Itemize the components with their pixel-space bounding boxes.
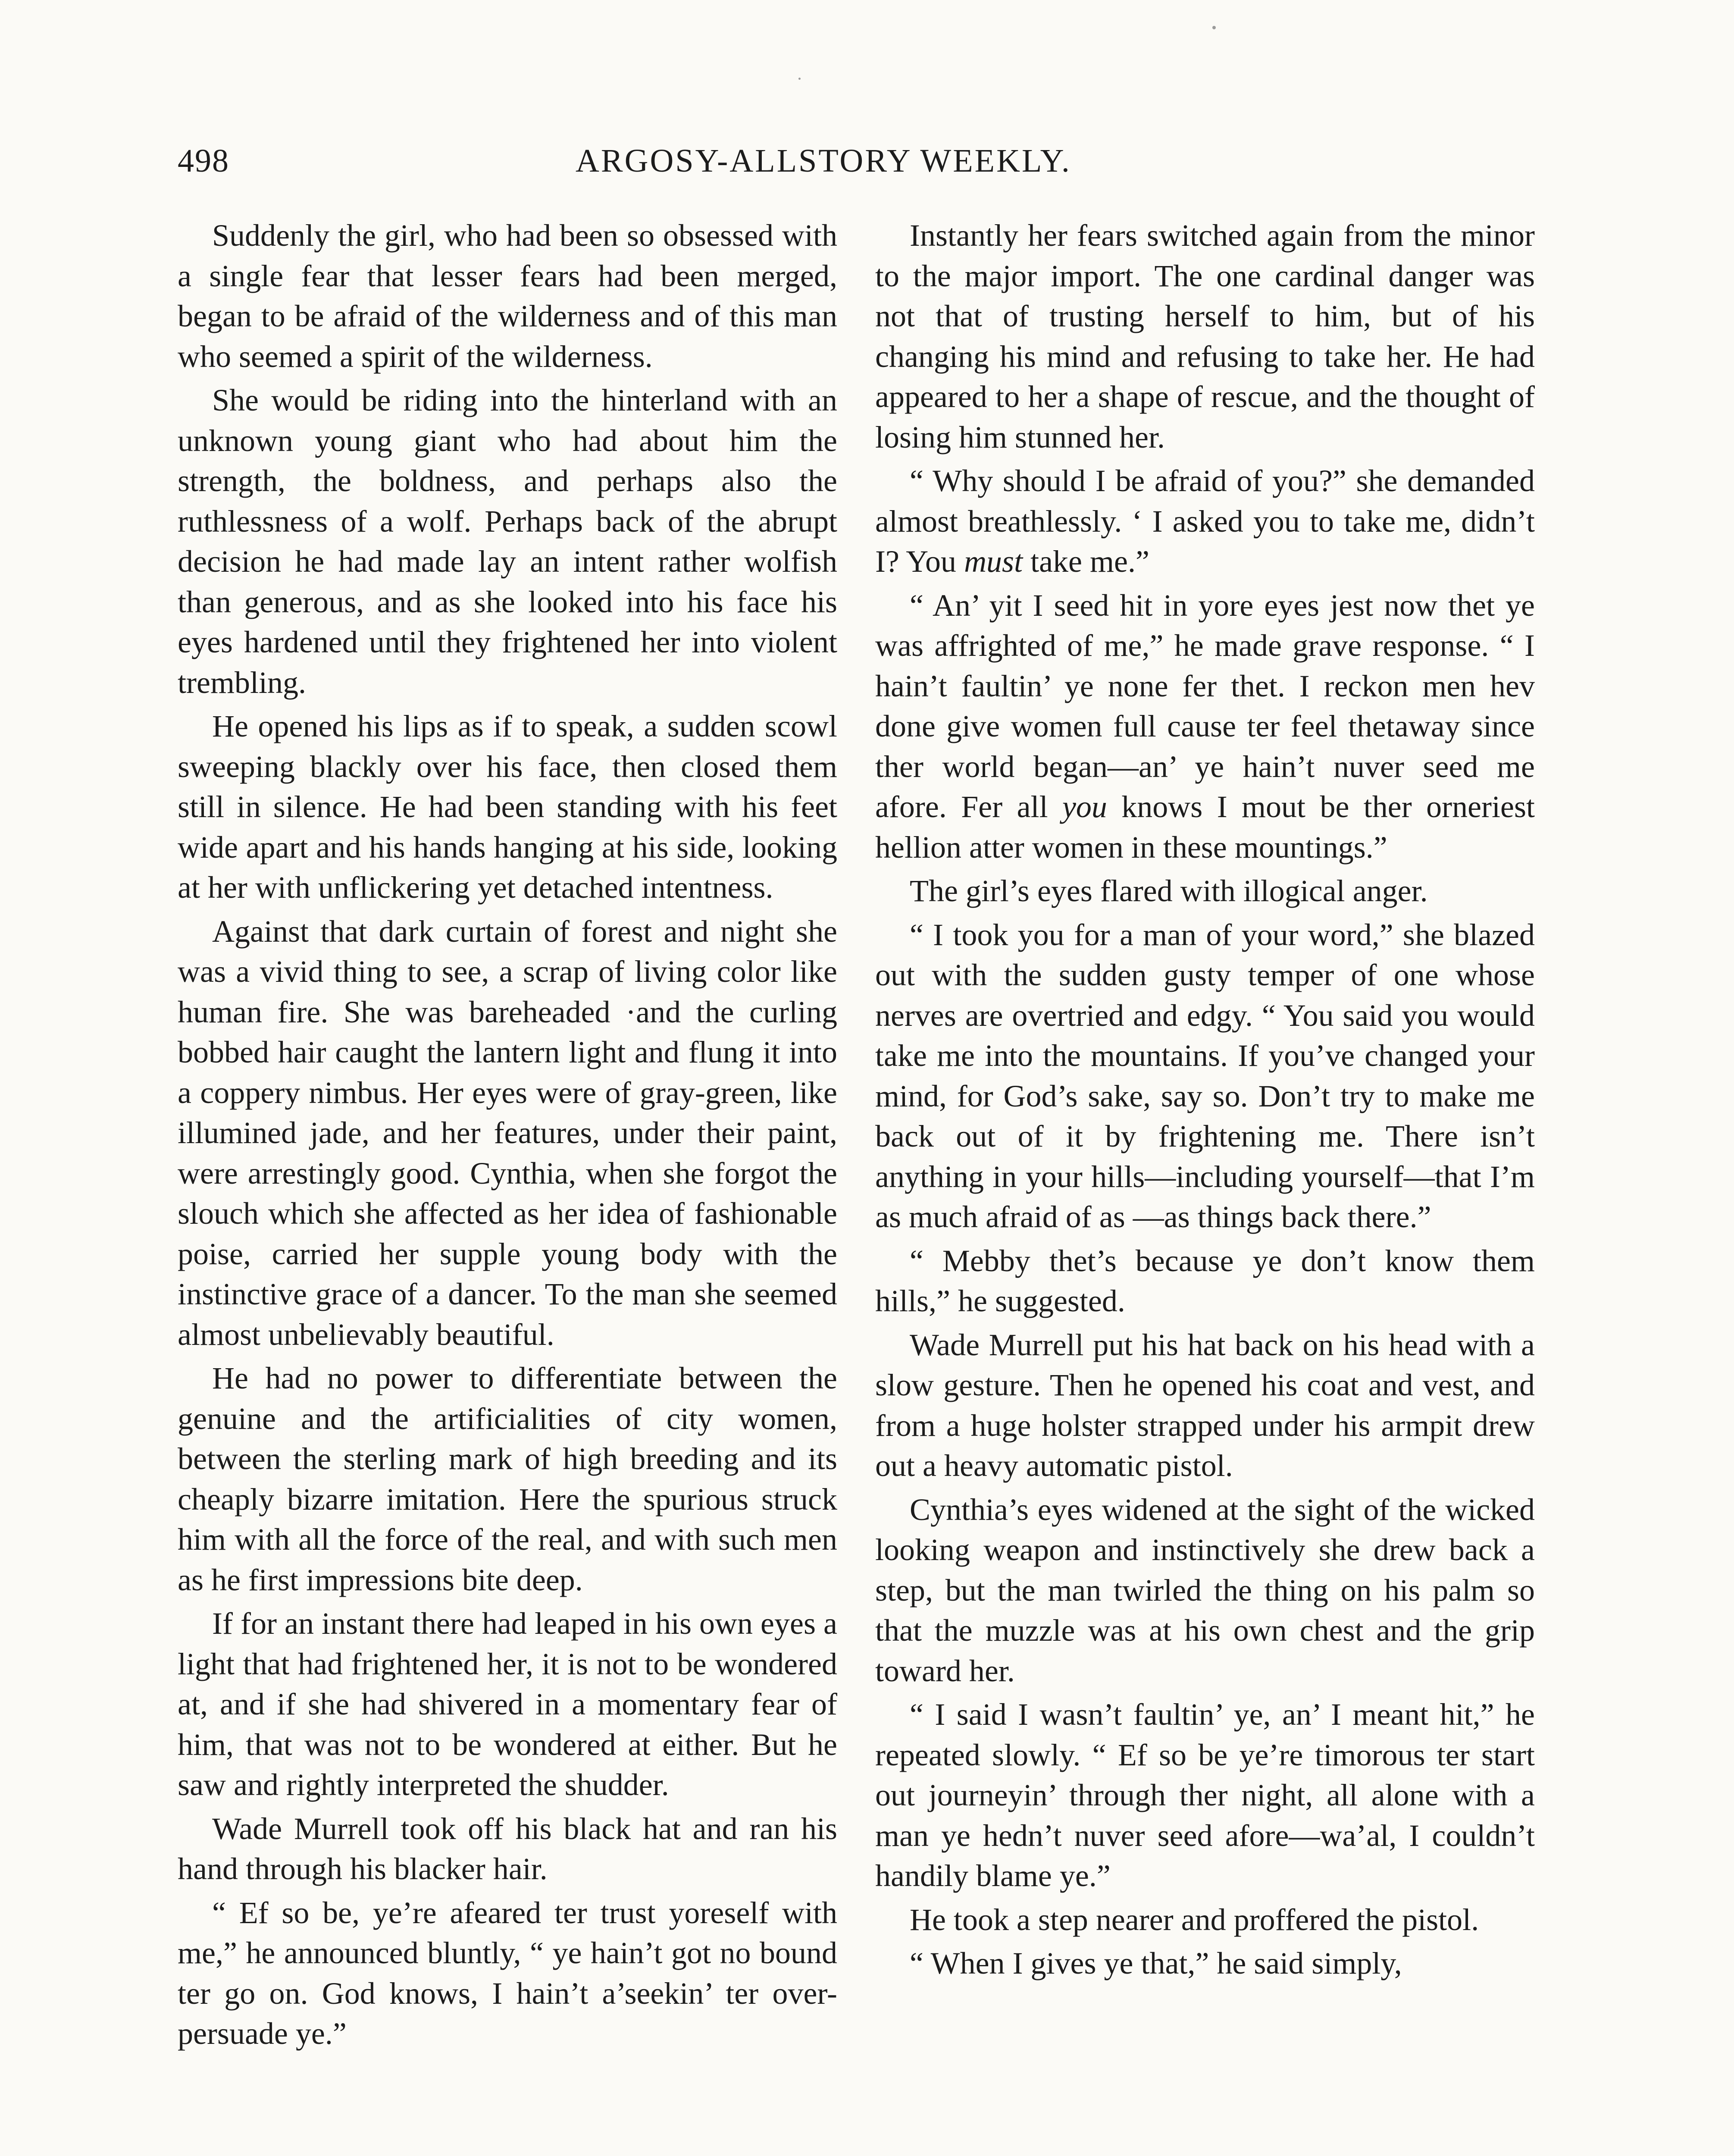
- paragraph: The girl’s eyes flared with illogical anger.: [910, 874, 1428, 908]
- paragraph: Wade Murrell took off his black hat and ran his hand through his blacker hair.: [178, 1811, 837, 1886]
- page-number: 498: [178, 143, 229, 179]
- paragraph: “ Mebby thet’s because ye don’t know them hills,” he suggested.: [875, 1243, 1535, 1318]
- italic-emphasis: you: [1062, 790, 1107, 824]
- paragraph: “ When I gives ye that,” he said simply,: [910, 1946, 1402, 1981]
- print-speck: [1212, 26, 1216, 29]
- running-header: [0, 142, 1734, 185]
- text-run: “ An’ yit I seed hit in yore eyes jest now thet ye was affrighted of me,” he made grave response. “ I hain’t faultin’ ye none fer thet. I reckon men hev done give women full cause ter feel thetaway since ther world began—an’ ye hain’t nuver seed me afore. Fer all: [875, 588, 1535, 824]
- paragraph: He took a step nearer and proffered the pistol.: [910, 1902, 1479, 1937]
- paragraph: Against that dark curtain of forest and night she was a vivid thing to see, a scrap of living color like human fire. She was bareheaded ·and the curling bobbed hair caught the lantern light and flung it into a coppery nimbus. Her eyes were of gray-green, like illumined jade, and her features, under their paint, were arrestingly good. Cynthia, when she forgot the slouch which she affected as her idea of fashionable poise, carried her supple young body with the instinctive grace of a dancer. To the man she seemed almost unbelievably beautiful.: [178, 914, 837, 1352]
- running-title: ARGOSY-ALLSTORY WEEKLY.: [576, 143, 1071, 179]
- paragraph: “ I said I wasn’t faultin’ ye, an’ I meant hit,” he repeated slowly. “ Ef so be ye’re timorous ter start out journeyin’ through ther night, all alone with a man ye hedn’t nuver seed afore—wa’al, I couldn’t handily blame ye.”: [875, 1697, 1535, 1893]
- paragraph: Wade Murrell put his hat back on his head with a slow gesture. Then he opened his coat and vest, and from a huge holster strapped under his armpit drew out a heavy automatic pistol.: [875, 1327, 1535, 1483]
- paragraph: He had no power to differentiate between the genuine and the artificialities of city women, between the sterling mark of high breeding and its cheaply bizarre imitation. Here the spurious struck him with all the force of the real, and with such men as he first impressions bite deep.: [178, 1361, 837, 1597]
- italic-emphasis: must: [964, 544, 1023, 579]
- paragraph: “ Ef so be, ye’re afeared ter trust yoreself with me,” he announced bluntly, “ ye hain’t got no bound ter go on. God knows, I hain’t a’seekin’ ter over-persuade ye.”: [178, 1895, 837, 2051]
- paragraph: [875, 586, 1535, 868]
- paragraph: “ I took you for a man of your word,” she blazed out with the sudden gusty temper of one whose nerves are overtried and edgy. “ You said you would take me into the mountains. If you’ve changed your mind, for God’s sake, say so. Don’t try to make me back out of it by frightening me. There isn’t anything in your hills—including yourself—that I’m as much afraid of as —as things back there.”: [875, 917, 1535, 1234]
- right-column: [875, 216, 1535, 1987]
- text-run: knows I mout be ther orneriest hellion atter women in these mountings.”: [875, 790, 1535, 865]
- print-speck: [798, 78, 801, 80]
- text-run: take me.”: [1023, 544, 1149, 579]
- paragraph: If for an instant there had leaped in his own eyes a light that had frightened her, it is not to be wondered at, and if she had shivered in a momentary fear of him, that was not to be wondered at either. But he saw and rightly interpreted the shudder.: [178, 1606, 837, 1802]
- paragraph: He opened his lips as if to speak, a sudden scowl sweeping blackly over his face, then closed them still in silence. He had been standing with his feet wide apart and his hands hanging at his side, looking at her with unflickering yet detached intentness.: [178, 709, 837, 905]
- paragraph: She would be riding into the hinterland with an unknown young giant who had about him the strength, the boldness, and perhaps also the ruthlessness of a wolf. Perhaps back of the abrupt decision he had made lay an intent rather wolfish than generous, and as she looked into his face his eyes hardened until they frightened her into violent trembling.: [178, 383, 837, 700]
- left-column: [178, 216, 837, 2058]
- paragraph: Cynthia’s eyes widened at the sight of the wicked looking weapon and instinctively she drew back a step, but the man twirled the thing on his palm so that the muzzle was at his own chest and the grip toward her.: [875, 1492, 1535, 1688]
- paragraph: Instantly her fears switched again from the minor to the major import. The one cardinal danger was not that of trusting herself to him, but of his changing his mind and refusing to take her. He had appeared to her a shape of rescue, and the thought of losing him stunned her.: [875, 218, 1535, 454]
- paragraph: [875, 461, 1535, 582]
- paragraph: Suddenly the girl, who had been so obsessed with a single fear that lesser fears had been merged, began to be afraid of the wilderness and of this man who seemed a spirit of the wilderness.: [178, 218, 837, 374]
- text-run: “ Why should I be afraid of you?” she demanded almost breathlessly. ‘ I asked you to take me, didn’t I? You: [875, 464, 1535, 579]
